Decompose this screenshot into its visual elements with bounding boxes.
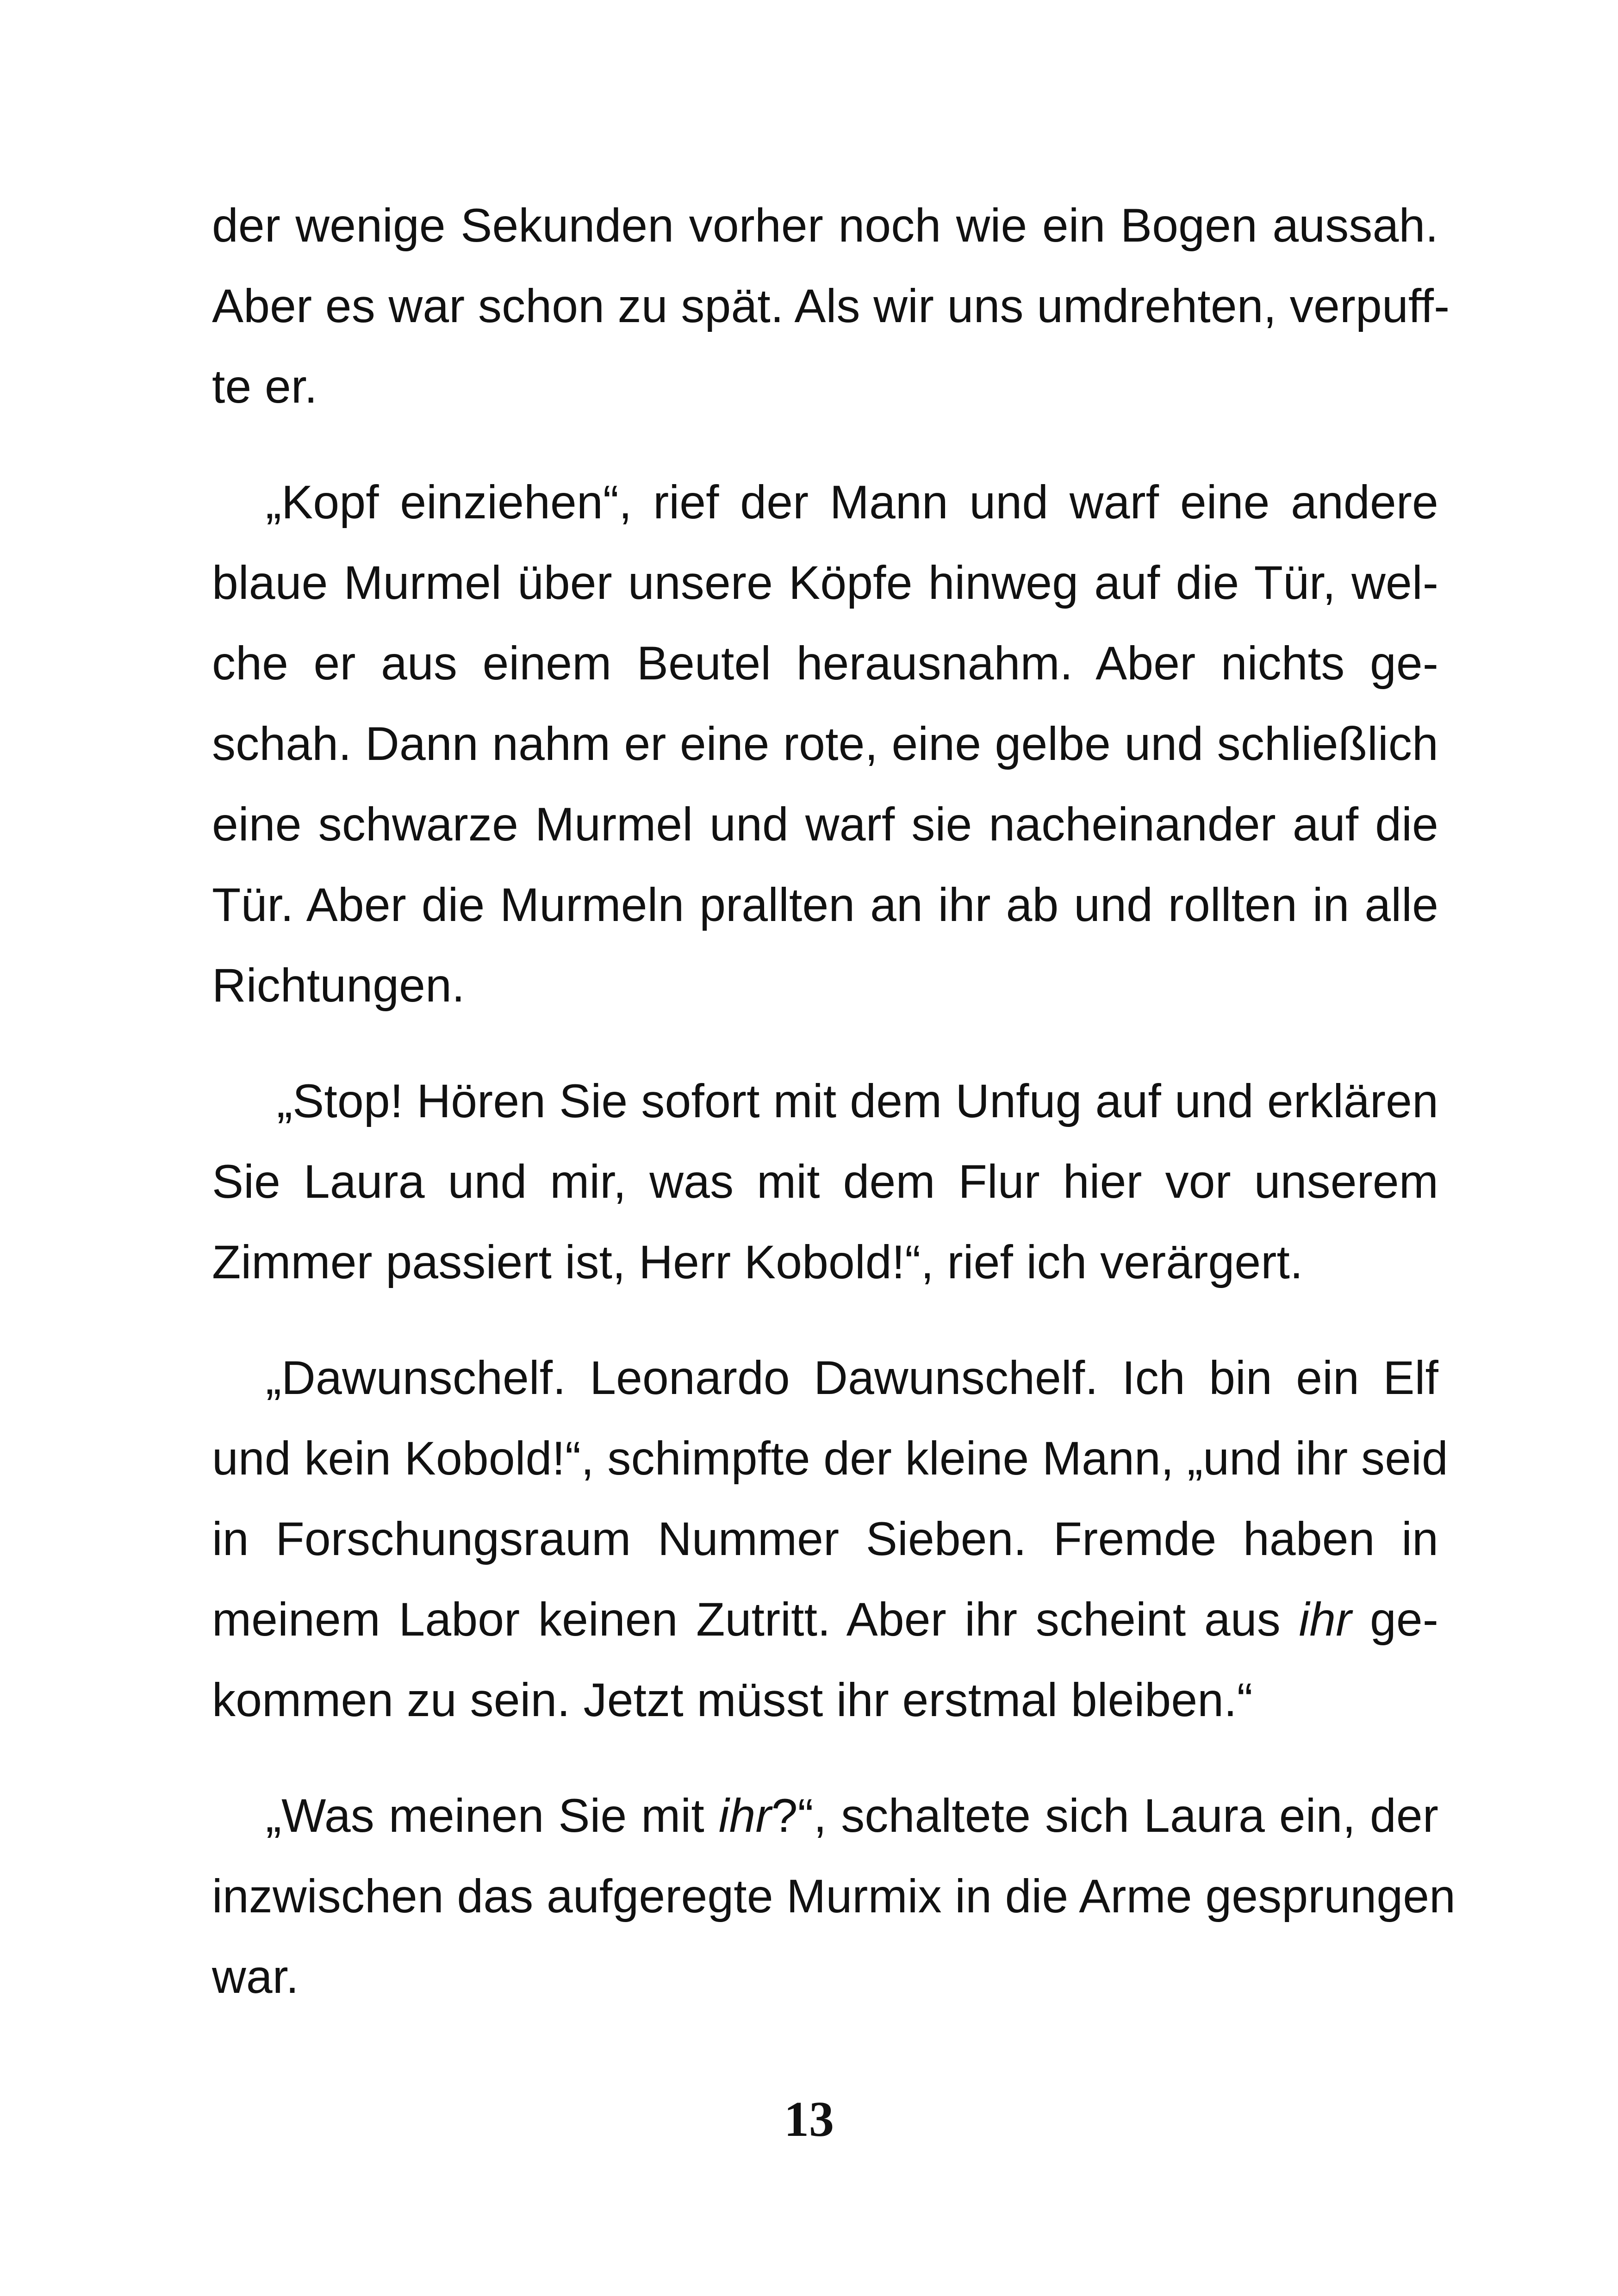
text-line: [212, 1579, 1438, 1660]
text-segment: „Was meinen Sie mit: [266, 1789, 719, 1842]
emphasis-text: ihr: [1299, 1593, 1352, 1646]
text-line: Tür. Aber die Murmeln prallten an ihr ab und rollten in alle: [212, 878, 1438, 931]
text-line: kommen zu sein. Jetzt müsst ihr erstmal bleiben.“: [212, 1674, 1253, 1726]
text-line: Richtungen.: [212, 959, 465, 1012]
text-line: eine schwarze Murmel und warf sie nacheinander auf die: [212, 798, 1438, 851]
text-line: blaue Murmel über unsere Köpfe hinweg auf die Tür, wel-: [212, 556, 1438, 609]
paragraph-5: [212, 1775, 1456, 2017]
emphasis-text: ihr: [718, 1789, 772, 1842]
text-segment: meinem Labor keinen Zutritt. Aber ihr scheint aus: [212, 1593, 1299, 1646]
text-segment: ge-: [1351, 1593, 1438, 1646]
text-line: „Stop! Hören Sie sofort mit dem Unfug auf und erklären: [277, 1075, 1438, 1127]
text-line: schah. Dann nahm er eine rote, eine gelbe und schließlich: [212, 717, 1438, 770]
text-line: in Forschungsraum Nummer Sieben. Fremde haben in: [212, 1512, 1438, 1565]
text-line: „Dawunschelf. Leonardo Dawunschelf. Ich bin ein Elf: [266, 1351, 1438, 1404]
paragraph-2: [212, 462, 1438, 1026]
paragraph-1: [212, 185, 1450, 427]
text-line: Sie Laura und mir, was mit dem Flur hier vor unserem: [212, 1155, 1438, 1208]
text-line: und kein Kobold!“, schimpfte der kleine Mann, „und ihr seid: [212, 1432, 1448, 1485]
text-segment: ?“, schaltete sich Laura ein, der: [771, 1789, 1438, 1842]
text-line: inzwischen das aufgeregte Murmix in die Arme gesprungen: [212, 1870, 1456, 1923]
text-line: [212, 1775, 1438, 1856]
paragraph-4: [212, 1338, 1448, 1740]
page-number: 13: [784, 2092, 834, 2147]
text-line: war.: [212, 1950, 299, 2003]
text-line: der wenige Sekunden vorher noch wie ein Bogen aussah.: [212, 199, 1438, 252]
text-line: Aber es war schon zu spät. Als wir uns umdrehten, verpuff-: [212, 280, 1450, 332]
body-text: [212, 185, 1456, 2052]
text-line: che er aus einem Beutel herausnahm. Aber nichts ge-: [212, 637, 1438, 690]
paragraph-3: [212, 1061, 1438, 1302]
text-line: Zimmer passiert ist, Herr Kobold!“, rief ich verärgert.: [212, 1236, 1303, 1288]
text-line: „Kopf einziehen“, rief der Mann und warf eine andere: [266, 476, 1438, 529]
text-line: te er.: [212, 360, 318, 413]
